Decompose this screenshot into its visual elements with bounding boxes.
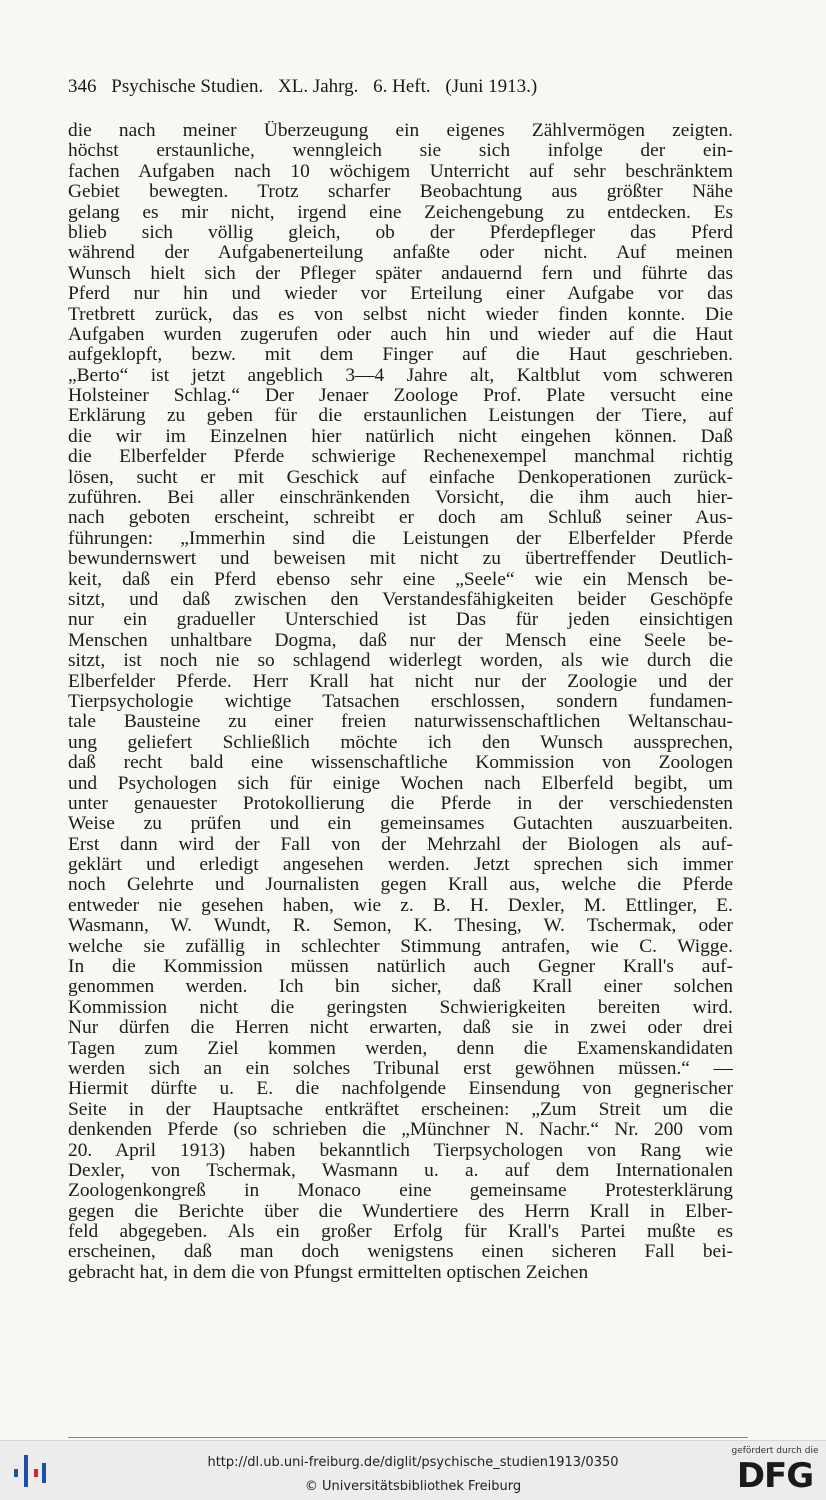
text-line: keit, daß ein Pferd ebenso sehr eine „Seele“ wie ein Mensch be- (68, 569, 733, 590)
text-line: Kommission nicht die geringsten Schwierigkeiten bereiten wird. (68, 997, 733, 1018)
text-line: Aufgaben wurden zugerufen oder auch hin und wieder auf die Haut (68, 324, 733, 345)
text-line: gelang es mir nicht, irgend eine Zeichengebung zu entdecken. Es (68, 202, 733, 223)
text-line: Nur dürfen die Herren nicht erwarten, daß sie in zwei oder drei (68, 1018, 733, 1039)
text-line: Dexler, von Tschermak, Wasmann u. a. auf dem Internationalen (68, 1160, 733, 1181)
text-line: In die Kommission müssen natürlich auch Gegner Krall's auf- (68, 957, 733, 978)
text-line: erscheinen, daß man doch wenigstens einen sicheren Fall bei- (68, 1242, 733, 1263)
issue: 6. Heft. (373, 76, 431, 97)
page-number: 346 (68, 76, 97, 97)
text-line: Tagen zum Ziel kommen werden, denn die Examenskandidaten (68, 1038, 733, 1059)
text-line: genommen werden. Ich bin sicher, daß Krall einer solchen (68, 977, 733, 998)
text-line: sitzt, und daß zwischen den Verstandesfähigkeiten beider Geschöpfe (68, 589, 733, 610)
text-line: Seite in der Hauptsache entkräftet erscheinen: „Zum Streit um die (68, 1099, 733, 1120)
footer-bar (0, 1440, 826, 1500)
text-line: entweder nie gesehen haben, wie z. B. H. Dexler, M. Ettlinger, E. (68, 895, 733, 916)
text-line: aufgeklopft, bezw. mit dem Finger auf die Haut geschrieben. (68, 345, 733, 366)
text-line: blieb sich völlig gleich, ob der Pferdepfleger das Pferd (68, 222, 733, 243)
text-line: nur ein gradueller Unterschied ist Das für jeden einsichtigen (68, 610, 733, 631)
issue-date: (Juni 1913.) (445, 76, 538, 97)
text-line: sitzt, ist noch nie so schlagend widerlegt worden, als wie durch die (68, 651, 733, 672)
running-header (68, 76, 748, 98)
bottom-rule (68, 1437, 748, 1438)
text-line: nach geboten erscheint, schreibt er doch am Schluß seiner Aus- (68, 508, 733, 529)
text-line: welche sie zufällig in schlechter Stimmung antrafen, wie C. Wigge. (68, 936, 733, 957)
source-url[interactable]: http://dl.ub.uni-freiburg.de/diglit/psychische_studien1913/0350 (207, 1455, 619, 1470)
funding-note: gefördert durch die (731, 1446, 819, 1456)
text-line: geklärt und erledigt angesehen werden. Jetzt sprechen sich immer (68, 855, 733, 876)
text-line: lösen, sucht er mit Geschick auf einfache Denkoperationen zurück- (68, 467, 733, 488)
text-line: während der Aufgabenerteilung anfaßte oder nicht. Auf meinen (68, 243, 733, 264)
text-line: werden sich an ein solches Tribunal erst gewöhnen müssen.“ — (68, 1058, 733, 1079)
volume: XL. Jahrg. (278, 76, 359, 97)
journal-title: Psychische Studien. (111, 76, 264, 97)
text-line: Erst dann wird der Fall von der Mehrzahl der Biologen als auf- (68, 834, 733, 855)
text-line: Menschen unhaltbare Dogma, daß nur der Mensch eine Seele be- (68, 630, 733, 651)
text-line: gebracht hat, in dem die von Pfungst ermittelten optischen Zeichen (68, 1262, 589, 1283)
text-line: Pferd nur hin und wieder vor Erteilung einer Aufgabe vor das (68, 284, 733, 305)
text-line: die wir im Einzelnen hier natürlich nicht eingehen können. Daß (68, 426, 733, 447)
text-line: ung geliefert Schließlich möchte ich den Wunsch aussprechen, (68, 732, 733, 753)
text-line: gegen die Berichte über die Wundertiere des Herrn Krall in Elber- (68, 1201, 733, 1222)
text-line: Zoologenkongreß in Monaco eine gemeinsame Protesterklärung (68, 1181, 733, 1202)
text-line: fachen Aufgaben nach 10 wöchigem Unterricht auf sehr beschränktem (68, 161, 733, 182)
text-line: Erklärung zu geben für die erstaunlichen Leistungen der Tiere, auf (68, 406, 733, 427)
body-text (68, 121, 733, 1283)
text-line: Elberfelder Pferde. Herr Krall hat nicht nur der Zoologie und der (68, 671, 733, 692)
text-line: „Berto“ ist jetzt angeblich 3—4 Jahre alt, Kaltblut vom schweren (68, 365, 733, 386)
text-line: Tretbrett zurück, das es von selbst nicht wieder finden konnte. Die (68, 304, 733, 325)
text-line: Gebiet bewegten. Trotz scharfer Beobachtung aus größter Nähe (68, 182, 733, 203)
text-line: denkenden Pferde (so schrieben die „Münchner N. Nachr.“ Nr. 200 vom (68, 1120, 733, 1141)
text-line: unter genauester Protokollierung die Pferde in der verschiedensten (68, 793, 733, 814)
text-line: tale Bausteine zu einer freien naturwissenschaftlichen Weltanschau- (68, 712, 733, 733)
text-line: die nach meiner Überzeugung ein eigenes Zählvermögen zeigten. (68, 121, 733, 141)
text-line: Wasmann, W. Wundt, R. Semon, K. Thesing, W. Tschermak, oder (68, 916, 733, 937)
text-line: Hiermit dürfte u. E. die nachfolgende Einsendung von gegnerischer (68, 1079, 733, 1100)
text-line: 20. April 1913) haben bekanntlich Tierpsychologen von Rang wie (68, 1140, 733, 1161)
text-line: und Psychologen sich für einige Wochen nach Elberfeld begibt, um (68, 773, 733, 794)
dfg-logo: DFG (736, 1456, 814, 1496)
text-line: daß recht bald eine wissenschaftliche Kommission von Zoologen (68, 753, 733, 774)
copyright-notice: © Universitätsbibliothek Freiburg (304, 1479, 522, 1494)
text-line: die Elberfelder Pferde schwierige Rechenexempel manchmal richtig (68, 447, 733, 468)
text-line: feld abgegeben. Als ein großer Erfolg für Krall's Partei mußte es (68, 1222, 733, 1243)
text-line: zuführen. Bei aller einschränkenden Vorsicht, die ihm auch hier- (68, 488, 733, 509)
text-line: Tierpsychologie wichtige Tatsachen erschlossen, sondern fundamen- (68, 691, 733, 712)
text-line: bewundernswert und beweisen mit nicht zu übertreffender Deutlich- (68, 549, 733, 570)
text-line: noch Gelehrte und Journalisten gegen Krall aus, welche die Pferde (68, 875, 733, 896)
text-line: höchst erstaunliche, wenngleich sie sich infolge der ein- (68, 141, 733, 162)
text-line: Holsteiner Schlag.“ Der Jenaer Zoologe Prof. Plate versucht eine (68, 386, 733, 407)
text-line: Wunsch hielt sich der Pfleger später andauernd fern und führte das (68, 263, 733, 284)
text-line: führungen: „Immerhin sind die Leistungen der Elberfelder Pferde (68, 528, 733, 549)
text-line: Weise zu prüfen und ein gemeinsames Gutachten auszuarbeiten. (68, 814, 733, 835)
